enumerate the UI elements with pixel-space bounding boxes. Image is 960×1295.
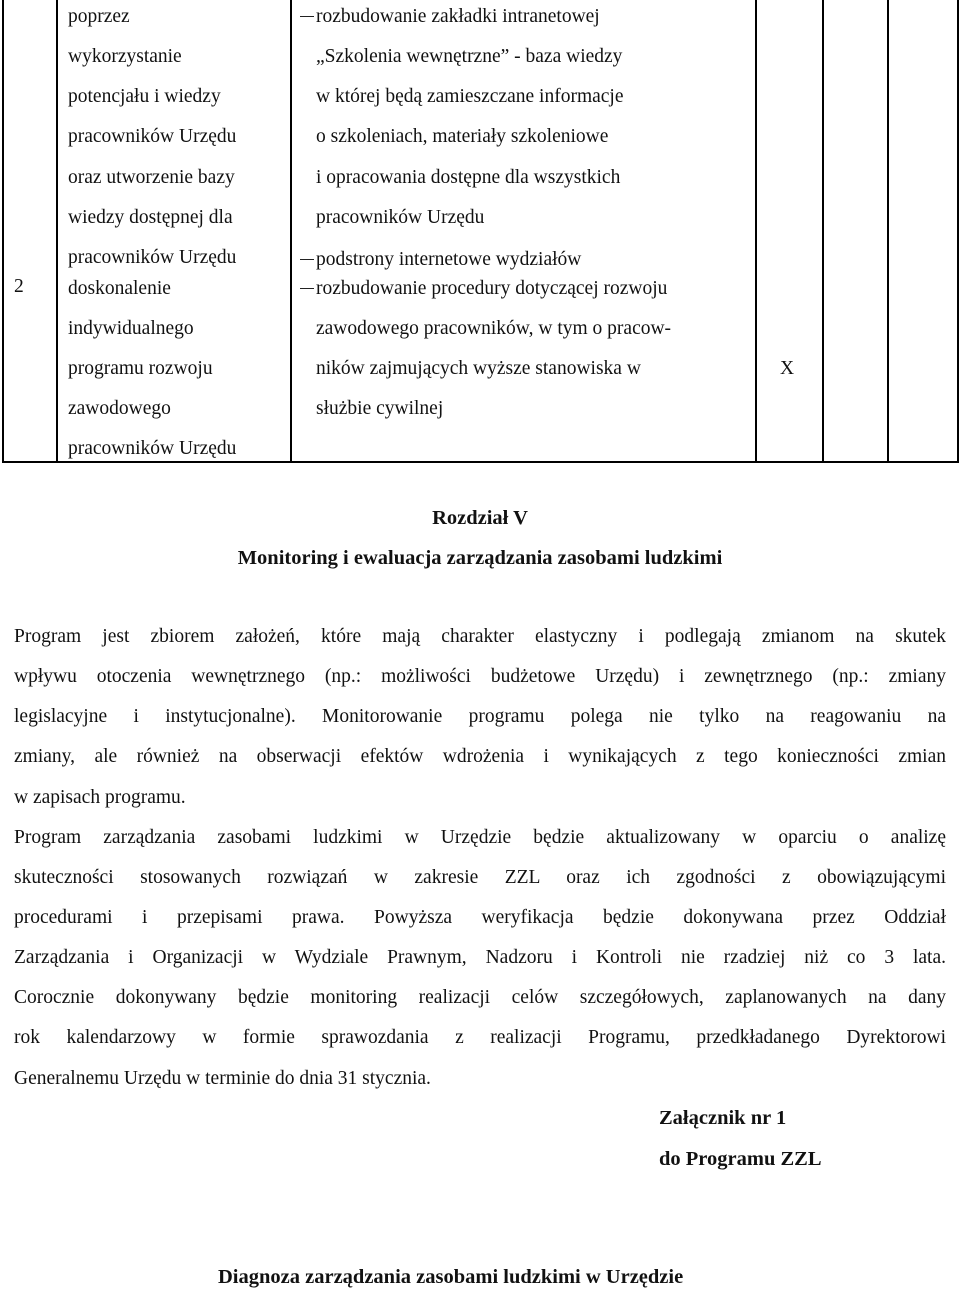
body-line: rok kalendarzowy w formie sprawozdania z realizacji Programu, przedkładanego Dyrektorowi bbox=[14, 1027, 946, 1048]
body-line: procedurami i przepisami prawa. Powyższa weryfikacja będzie dokonywana przez Oddział bbox=[14, 907, 946, 928]
task-line: rozbudowanie procedury dotyczącej rozwoju bbox=[300, 278, 667, 300]
body-line: wpływu otoczenia wewnętrznego (np.: możliwości budżetowe Urzędu) i zewnętrznego (np.: zmiany bbox=[14, 666, 946, 687]
task-line: i opracowania dostępne dla wszystkich bbox=[316, 167, 621, 188]
goal-line: doskonalenie bbox=[68, 278, 171, 299]
annex-label: Załącznik nr 1 bbox=[659, 1107, 787, 1129]
goal-line: oraz utworzenie bazy bbox=[68, 167, 235, 188]
row-number: 2 bbox=[14, 276, 24, 297]
goal-line: pracowników Urzędu bbox=[68, 247, 237, 268]
task-line: podstrony internetowe wydziałów bbox=[300, 249, 581, 271]
checkmark-x: X bbox=[780, 358, 795, 379]
body-line: Program jest zbiorem założeń, które mają charakter elastyczny i podlegają zmianom na skutek bbox=[14, 626, 946, 647]
task-line: zawodowego pracowników, w tym o pracow- bbox=[316, 318, 672, 339]
dash-bullet-icon bbox=[300, 259, 314, 261]
body-line: Zarządzania i Organizacji w Wydziale Prawnym, Nadzoru i Kontroli nie rzadziej niż co 3 lata. bbox=[14, 947, 946, 968]
section-heading: Diagnoza zarządzania zasobami ludzkimi w Urzędzie bbox=[218, 1266, 684, 1288]
task-line: pracowników Urzędu bbox=[316, 207, 485, 228]
dash-bullet-icon bbox=[300, 16, 314, 18]
task-line: o szkoleniach, materiały szkoleniowe bbox=[316, 126, 609, 147]
goal-line: pracowników Urzędu bbox=[68, 126, 237, 147]
table-border-right bbox=[957, 0, 959, 463]
task-line: służbie cywilnej bbox=[316, 398, 444, 419]
table-border-left bbox=[2, 0, 4, 463]
goal-line: potencjału i wiedzy bbox=[68, 86, 221, 107]
task-line: w której będą zamieszczane informacje bbox=[316, 86, 624, 107]
task-line: „Szkolenia wewnętrzne” - baza wiedzy bbox=[316, 46, 623, 67]
body-line: skuteczności stosowanych rozwiązań w zakresie ZZL oraz ich zgodności z obowiązującymi bbox=[14, 867, 946, 888]
table-border-col1 bbox=[56, 0, 58, 463]
table-border-col5 bbox=[887, 0, 889, 463]
task-line: rozbudowanie zakładki intranetowej bbox=[300, 6, 600, 28]
task-line: ników zajmujących wyższe stanowiska w bbox=[316, 358, 641, 379]
annex-subtitle: do Programu ZZL bbox=[659, 1148, 822, 1170]
table-border-col3 bbox=[755, 0, 757, 463]
table-border-bottom-left bbox=[2, 461, 758, 463]
goal-line: programu rozwoju bbox=[68, 358, 213, 379]
body-line: legislacyjne i instytucjonalne). Monitorowanie programu polega nie tylko na reagowaniu na bbox=[14, 706, 946, 727]
goal-line: indywidualnego bbox=[68, 318, 194, 339]
chapter-number: Rozdział V bbox=[432, 507, 528, 529]
body-line: Corocznie dokonywany będzie monitoring realizacji celów szczegółowych, zaplanowanych na dany bbox=[14, 987, 946, 1008]
table-border-bottom-right bbox=[755, 461, 959, 463]
goal-line: poprzez bbox=[68, 6, 130, 27]
goal-line: wiedzy dostępnej dla bbox=[68, 207, 233, 228]
goal-line: wykorzystanie bbox=[68, 46, 182, 67]
body-line: zmiany, ale również na obserwacji efektów wdrożenia i wynikających z tego konieczności zmian bbox=[14, 746, 946, 767]
dash-bullet-icon bbox=[300, 288, 314, 290]
goal-line: zawodowego bbox=[68, 398, 171, 419]
goal-line: pracowników Urzędu bbox=[68, 438, 237, 459]
body-line: Program zarządzania zasobami ludzkimi w Urzędzie będzie aktualizowany w oparciu o analizę bbox=[14, 827, 946, 848]
body-line: Generalnemu Urzędu w terminie do dnia 31 stycznia. bbox=[14, 1068, 431, 1089]
table-border-col4 bbox=[822, 0, 824, 463]
body-line: w zapisach programu. bbox=[14, 787, 186, 808]
table-border-col2 bbox=[290, 0, 292, 463]
chapter-title: Monitoring i ewaluacja zarządzania zasobami ludzkimi bbox=[237, 547, 723, 569]
